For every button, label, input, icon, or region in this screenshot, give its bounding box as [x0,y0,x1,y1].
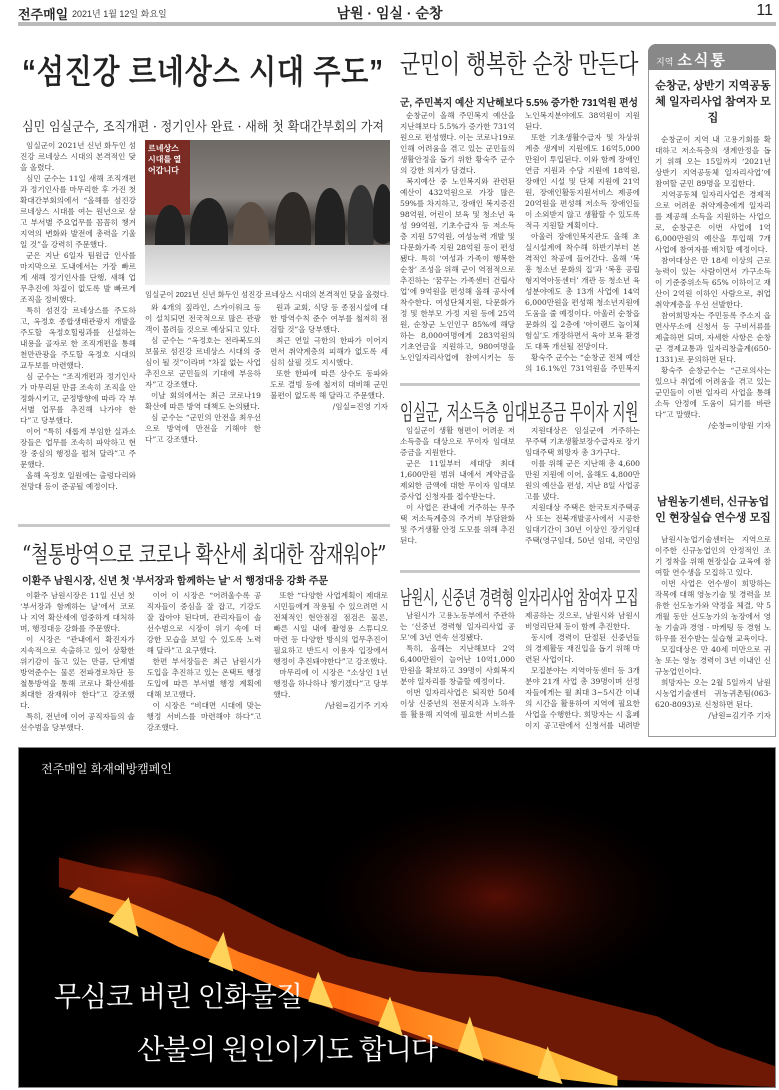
article-body-sunchang-welfare [400,110,640,378]
paragraph: 심 군수는 “군민의 안전을 최우선으로 방역에 만전을 기해야 한다”고 강조했다. [145,413,261,444]
article-headline-imsil-deposit: 임실군, 저소득층 임대보증금 무이자 지원 [400,401,639,426]
article-subtitle-sunchang-welfare: 군, 주민복지 예산 지난해보다 5.5% 증가한 731억원 편성 [400,98,638,109]
paragraph: 이날 회의에서는 최근 코로나19 확산에 따른 방역 대책도 논의됐다. [145,391,261,411]
article-body-imsil-col2 [145,302,261,522]
paragraph: 이환주 남원시장은 11일 신년 첫 ‘부서장과 함께하는 날’에서 코로나 지역 확산세에 엄중하게 대처하며, 행정대응 강화를 주문했다. [20,591,135,633]
brief-headline-namwon-farm: 남원농기센터, 신규농업인 현장실습 연수생 모집 [655,496,771,524]
article-subtitle-namwon-covid: 이환주 남원시장, 신년 첫 ‘부서장과 함께하는 날’ 서 행정대응 강화 주문 [22,576,329,587]
article-headline-sunchang-welfare: 군민이 행복한 순창 만든다 [400,50,638,80]
paragraph: 지원대상 주택은 한국토지주택공사 또는 전북개발공사에서 시공한 임대기간이 30년 이상인 장기임대주택(영구임대, 50년 임대, 국민임 [525,503,640,545]
paragraph: 와 4개의 짚라인, 스카이워크 등이 설치되면 전국적으로 많은 관광객이 몰려들 것으로 예상되고 있다. [145,303,261,334]
paragraph: 심 군수는 “조직개편과 정기인사가 마무리된 만큼 조속히 조직을 안정화시키고, 군정방향에 따라 각 부서별 업무를 추진해 나가야 한다”고 당부했다. [20,372,136,425]
byline: /남원=김기주 기자 [325,701,388,710]
photo-caption: 임실군이 2021년 신년 화두인 섬진강 르네상스 시대의 본격적인 닻을 올렸다. [145,290,390,299]
brief-namwon-farm [653,494,773,734]
local-news-label-small: 지역 [656,57,674,67]
article-body-imsil-col3 [270,302,388,522]
paragraph: 이 시장은 “관내에서 확진자가 지속적으로 속출하고 있어 상황한 위기감이 돌고 있는 만큼, 단계별 방역준수는 물론 전파경로차단 등 철통방역을 통해 코로나 확산세를 최대한 잠재워야 한다”고 강조했다. [20,635,135,710]
brief-headline-sunchang-jobs: 순창군, 상반기 지역공동체 일자리사업 참여자 모집 [655,80,771,124]
article-body-namwon-covid [20,590,388,736]
paragraph: 이 시장은 “비대면 시대에 맞는 행정 서비스를 마련해야 하다”고 강조했다. [146,701,262,732]
paragraph: 최근 연일 극한의 한파가 이어지면서 취약계층의 피해가 없도록 세심히 살필 것도 지시했다. [270,336,388,367]
paragraph: 참여희망자는 주민등록 주소지 읍면사무소에 신청서 등 구비서류를 제출하면 되며, 자세한 사항은 순창군 경제교통과 일자리창출계(650-1331)로 문의하면 된다. [655,311,771,364]
divider [18,524,390,527]
paragraph: 모집분야는 지역아동센터 등 3개 분야 21개 사업 총 39명이며 선정자들에게는 월 최대 3~5시간 이내의 시간을 활용하여 지역에 필요한 사업을 수행한다. 희망자는 시 홈페이지 공고란에서 신청서를 내려받 [525,666,640,730]
article-headline-imsil: “섬진강 르네상스 시대 주도” [22,53,384,90]
paragraph: 올해 옥정호 일원에는 출렁다리와 전망대 등이 준공될 예정이다. [20,471,136,491]
meeting-photo [145,140,390,285]
paragraph: 지역공동체 일자리사업은 경제적으로 어려운 취약계층에게 일자리를 제공해 소득을 지원하는 사업으로, 순창군은 이번 사업에 1억6,000만원의 예산을 투입해 7개 사업에 참여자를 배치할 예정이다. [655,190,771,254]
paragraph: 이번 사업은 연수생이 희망하는 작목에 대해 영농기술 및 경력을 보유한 선도농가와 약정을 체결, 약 5개월 동안 선도농가의 농장에서 영농 기술과 경영 · 마케팅 등 경험 노하우를 전수받는 실습형 교육이다. [655,579,771,643]
brief-body-namwon-farm [653,534,773,734]
paragraph: 심민 군수는 11일 새해 조직개편과 정기인사를 마무리한 후 가진 첫 확대간부회의에서 “올해를 섬진강 르네상스 시대를 여는 원년으로 삼고 부서별 주요업무를 꼼꼼히 챙겨 지역의 변화와 발전에 총력을 기울일 것”을 강력히 주문했다. [20,174,136,249]
divider [400,383,640,386]
paragraph: 임실군이 생활 형편이 어려운 저소득층을 대상으로 무이자 임대보증금을 지원한다. [400,426,515,457]
brief-sunchang-jobs [655,78,771,480]
paragraph: 이번 일자리사업은 퇴직한 50세 이상 신중년의 전문지식과 노하우를 활용해 지역에 필요한 서비스를 제공하는 것으로, 남원시와 남원시 비영리단체 등이 함께 추진한다. [400,611,640,719]
byline: /순창=이양원 기자 [708,421,771,430]
byline: /남원=김기주 기자 [708,711,771,720]
brief-body-sunchang-jobs [655,134,771,480]
divider [400,570,640,573]
fire-prevention-ad [18,747,776,1088]
ad-slogan-line1: 무심코 버린 인화물질 [54,981,302,1012]
ad-slogan-line2: 산불의 원인이기도 합니다 [137,1034,438,1065]
paragraph: 특히, 전년에 이어 공직자들의 솔선수범을 당부했다. [20,712,135,732]
paragraph: 황숙주 군수는 “순창군 전체 예산의 16.1%인 731억원을 주민복지 [525,353,640,373]
header-rule [18,22,776,26]
page-number: 11 [756,2,773,19]
article-body-imsil-deposit [400,425,640,563]
local-news-header [648,44,776,70]
paragraph: 한편 부서장들은 최근 남원시가 도입을 추진하고 있는 온택트 행정 도입에 따른 부서별 행정 계획에 대해 보고했다. [146,657,262,699]
paragraph: 임실군이 2021년 신년 화두인 섬진강 르네상스 시대의 본격적인 닻을 올렸다. [20,141,136,172]
paragraph: 황숙주 순창군수는 “근로의사는 있으나 취업에 어려움을 겪고 있는 군민들이 이번 일자리 사업을 통해 소득 안정에 도움이 되기를 바란다”고 말했다. [655,366,771,419]
paragraph: 남원시농업기술센터는 지역으로 이주한 신규농업인의 안정적인 조기 정착을 위해 현장실습 교육에 참여할 연수생을 모집하고 있다. [655,535,771,577]
paragraph: 심 군수는 “옥정호는 전라북도의 보물로 섬진강 르네상스 시대의 중심이 될 것”이라며 “차질 없는 사업 추진으로 군민들의 기대에 부응하자”고 강조했다. [145,336,261,389]
paragraph: 참여대상은 만 18세 이상의 근로능력이 있는 사람이면서 가구소득이 기준중위소득 65% 이하이고 재산이 2억원 이하인 사람으로, 취업취약계층을 우선 선발한다. [655,256,771,309]
paragraph: 동시에 경력이 단절된 신중년들의 경제활동 재진입을 돕기 위해 마련된 사업이다. [525,633,640,664]
paragraph: 남원시가 고용노동부에서 주관하는 ‘신중년 경력형 일자리사업 공모’에 3년 연속 선정됐다. [400,611,515,642]
paragraph: 이어 이 시장은 “어려울수록 공직자들이 중심을 잘 잡고, 기강도 잘 잡아야 된다며, 관리자들이 솔선수범으로 시장이 위기 속에 더 강한 모습을 보일 수 있도록 노력해 달라”고 요구했다. [146,591,262,655]
paragraph: 이를 위해 군은 지난해 총 4,600만원 지원에 이어, 올해도 4,800만원의 예산을 편성, 지난 8일 사업공고를 냈다. [525,459,640,501]
paragraph: 특히 섬진강 르네상스를 주도하고, 옥정호 종합생태관광지 개발을 주도할 옥정호힐링과를 신설하는 내용을 골자로 한 조직개편을 통해 천만관광을 주도할 옥정호 시대의 교두보를 마련했다. [20,306,136,370]
photo-banner: 르네상스 시대를 열어갑니다 [145,140,190,215]
issue-date: 2021년 1월 12일 화요일 [72,9,167,19]
section-title: 남원 · 임실 · 순창 [336,5,443,21]
paragraph: 또한 “다양한 사업계획이 제대로 시민들에게 작용될 수 있으려면 시 전체적인 현안점검 점검은 물론, 빠른 시일 내에 촬영용 스튜디오 마련 등 다양한 방식의 업무추진이 필요하고 반드시 이용자 입장에서 행정이 추진돼야한다”고 강조했다. [273,591,388,666]
ad-campaign-label: 전주매일 화재예방캠페인 [41,762,172,776]
paragraph: 또한 한파에 따른 상수도 동파와 도로 결빙 등에 철저히 대비해 군민 불편이 없도록 해 달라고 주문했다. [270,369,388,400]
paragraph: 지원대상은 임실군에 거주하는 무주택 기초생활보장수급자로 장기임대주택 희망자 총 3가구다. [525,426,640,457]
paragraph: 이어 “특히 새롭게 부임한 실과소장들은 업무를 조속히 파악하고 현장 중심의 행정을 펼쳐 달라”고 주문했다. [20,427,136,469]
article-subtitle-imsil: 심민 임실군수, 조직개편 · 정기인사 완료 · 새해 첫 확대간부회의 가져 [22,120,385,135]
paragraph: 순창군이 지역 내 고용기회를 확대하고 저소득층의 생계안정을 돕기 위해 오는 15일까지 ‘2021년 상반기 지역공동체 일자리사업’에 참여할 군민 89명을 모집한다. [655,135,771,188]
paragraph: 특히, 올해는 지난해보다 2억6,400만원이 늘어난 10억1,000만원을 확보하고 39명이 사회복지 분야 일자리를 창출할 예정이다. [400,644,515,686]
masthead: 전주매일 [18,7,69,22]
paragraph: 군은 지난 6일자 팀원급 인사를 마지막으로 도내에서는 가장 빠르게 새해 정기인사를 단행, 새해 업무추진에 차질이 없도록 발 빠르게 조직을 정비했다. [20,251,136,304]
paragraph: 이 사업은 관내에 거주하는 무주택 저소득계층의 주거비 부담완화 및 주거생활 안정 도모를 위해 추진된다. [400,503,515,545]
article-body-imsil-col1 [20,140,136,520]
article-body-namwon-jobs [400,610,640,736]
article-headline-namwon-jobs: 남원시, 신중년 경력형 일자리사업 참여자 모집 [400,587,639,609]
paragraph: 희망자는 오는 2월 5일까지 남원시농업기술센터 귀농귀촌팀(063-620-8093)로 신청하면 된다. [655,678,771,709]
paragraph: 모집대상은 만 40세 미만으로 귀농 또는 영농 경력이 3년 이내인 신규농업인이다. [655,645,771,676]
byline: /임실=진영 기자 [332,402,388,411]
paragraph: 순창군이 올해 주민복지 예산을 지난해보다 5.5%가 증가한 731억원으로 편성했다. 이는 코로나19로 인해 어려움을 겪고 있는 군민들의 생활안정을 돕기 위한 황숙주 군수의 강한 의지가 담겼다. [400,111,515,175]
paragraph: 또한 기초생활수급자 및 차상위 계층 생계비 지원에도 16억5,000만원이 투입된다. 이와 함께 장애인연금 지원과 수당 지원에 18억원, 장애인 시설 및 단체 지원에 21억원, 장애인활동지원서비스 제공에 20억원을 편성해 저소득 장애인들이 소외받지 않고 생활할 수 있도록 적극 지원할 계획이다. [525,133,640,230]
paragraph: 아울러 장애인복지관도 올해 초 실시설계에 착수해 하반기부터 본격적인 착공에 들어간다. 올해 ‘복흥 청소년 문화의 집’과 ‘복흥 공립형지역아동센터’ 개관 등 청소년 육성분야에도 총 13개 사업에 14억6,000만원을 편성해 청소년지원에 도움을 줄 예정이다. 아울러 순창읍 문화의 집 2층에 ‘아이랜드 놀이체험실’도 개장하면서 육아 보육 환경도 대폭 개선될 전망이다. [525,232,640,351]
article-headline-namwon-covid: “철통방역으로 코로나 확산세 최대한 잠재워야” [22,542,387,568]
paragraph: 마무리에 이 시장은 “소상인 1년 행정을 하나하나 챙기겠다”고 당부했다. [273,668,388,699]
local-news-label-big: 소식통 [677,52,727,69]
paragraph: 군은 11일부터 세대당 최대 1,600만원 범위 내에서 계약금을 제외한 금액에 대한 무이자 임대보증사업 신청자를 접수받는다. [400,459,515,501]
paragraph: 복지예산 중 노인복지와 관련된 예산이 432억원으로 가장 많은 59%를 차지하고, 장애인 복지증진 98억원, 어린이 보육 및 청소년 육성 99억원, 기초수급자 등 저소득층 지원 57억원, 여성능력 개발 및 다문화가족 지원 28억원 등이 편성됐다. 특히 ‘여성과 가족이 행복한 순창’ 조성을 위해 군이 역점적으로 추진하는 ‘꿈꾸는 가족센터 건립사업’에 9억원을 편성해 올해 공사에 착수한다. 여성단체지원, 다문화가정 및 한부모 가정 지원 등에 25억원, 순창군 노인인구 85%에 해당하는 8,000여명에게 283억원의 기초연금을 지원하고, 980여명을 노인일자리사업에 참여시키는 등 노인복지분야에도 38억원이 지원된다. [400,111,640,362]
paragraph: 원과 교회, 식당 등 종점시설에 대한 방역수칙 준수 여부를 철저히 점검할 것”을 당부했다. [270,303,388,334]
